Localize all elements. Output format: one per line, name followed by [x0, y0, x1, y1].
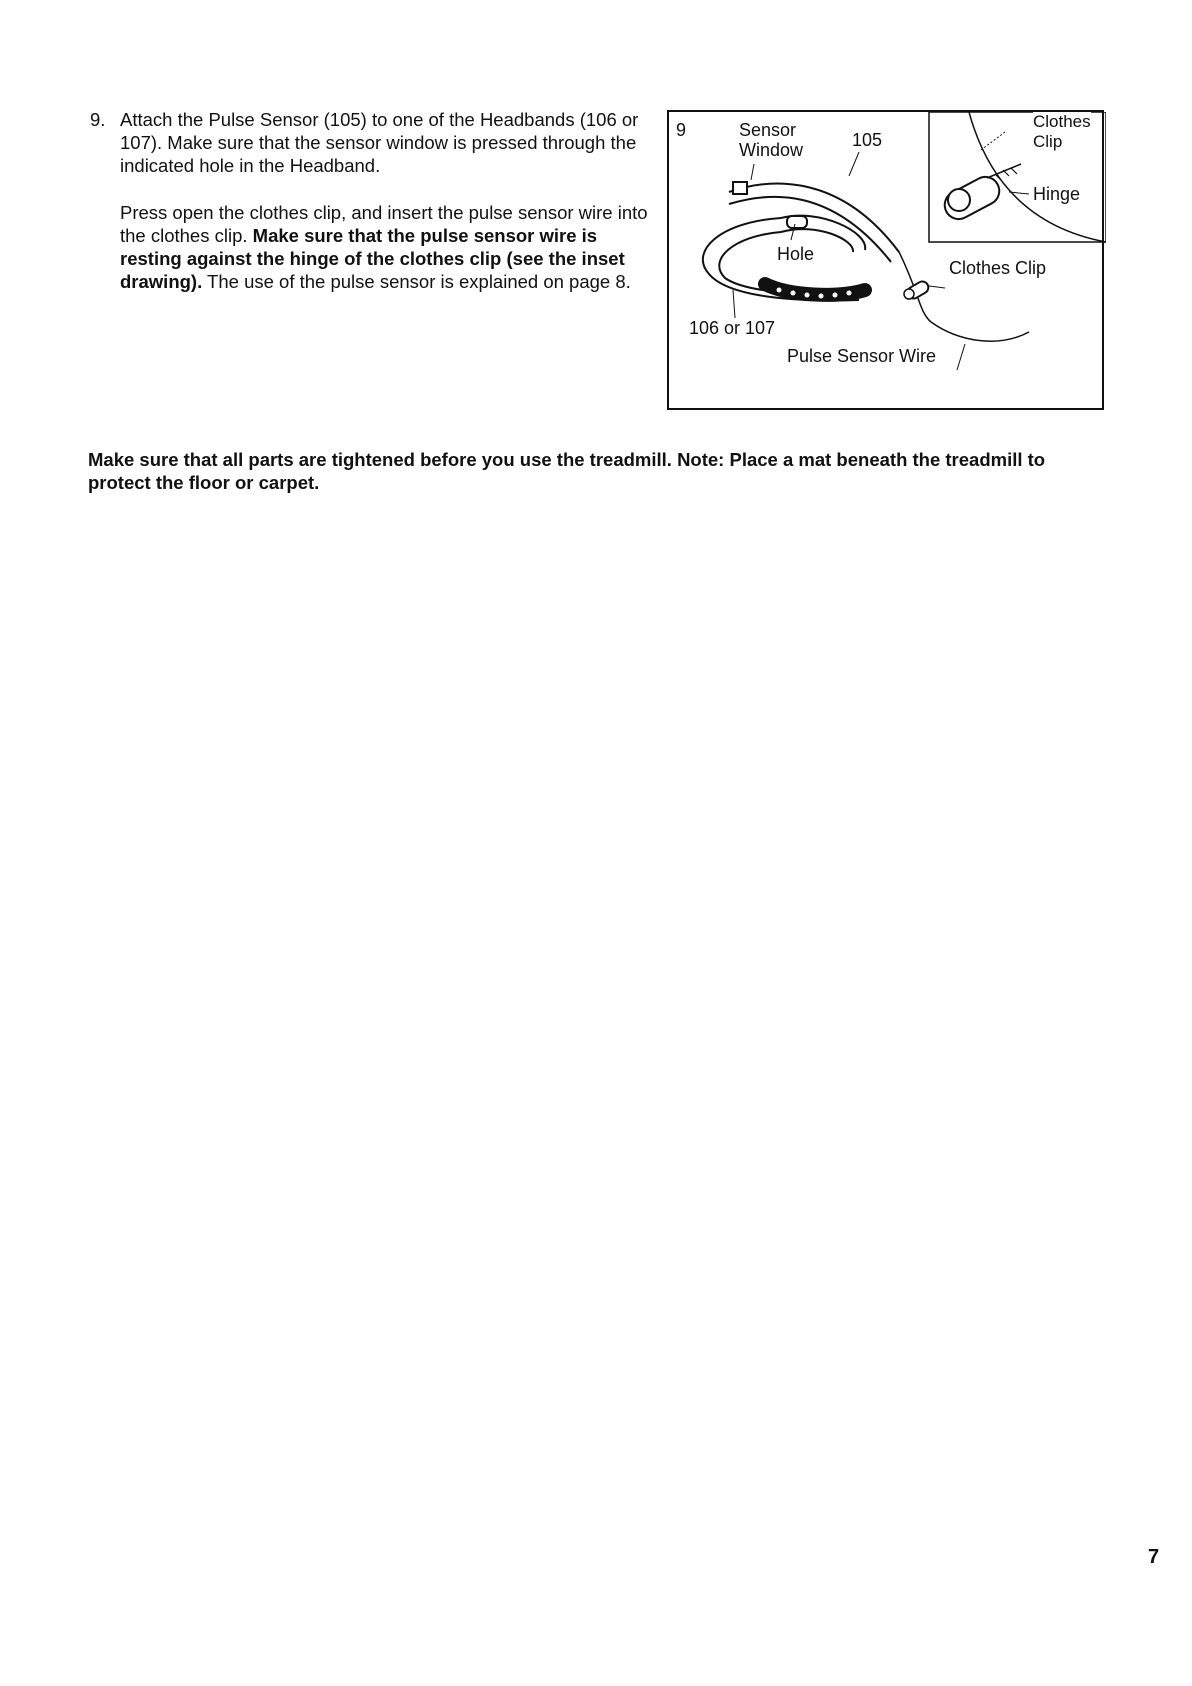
inset-clothes-clip-label: Clothes Clip: [1033, 112, 1091, 151]
clothes-clip-shape: [904, 279, 931, 300]
leader-106-107: [733, 290, 735, 318]
figure-number: 9: [676, 120, 687, 140]
step-paragraph-2-emphasis: Make sure that the pulse sensor wire is resting against the hinge of the clothes clip (see the inset drawing).: [120, 225, 625, 292]
inset-hinge-label: Hinge: [1033, 184, 1081, 204]
page-number: 7: [1148, 1546, 1160, 1568]
step-body: [120, 108, 650, 293]
inset-leader-clip: [981, 132, 1005, 150]
hole-label: Hole: [777, 244, 815, 264]
part-105-label: 105: [852, 130, 883, 150]
headband-hole-shape: [787, 216, 807, 228]
step-paragraph-2-outro: The use of the pulse sensor is explained on page 8.: [207, 271, 631, 292]
leader-pulse-sensor-wire: [957, 344, 965, 370]
leader-clothes-clip: [929, 286, 945, 288]
tightening-note: Make sure that all parts are tightened before you use the treadmill. Note: Place a mat beneath the treadmill to protect the floor or carpet.: [88, 449, 1046, 493]
step-paragraph-2-intro: Press open the clothes clip, and insert the pulse sensor wire into the clothes clip.: [120, 202, 648, 246]
clothes-clip-label: Clothes Clip: [949, 258, 1047, 278]
sensor-window-label: Sensor Window: [739, 120, 804, 160]
leader-105: [849, 152, 859, 176]
step-number: 9.: [90, 109, 106, 130]
step-paragraph-1: Attach the Pulse Sensor (105) to one of the Headbands (106 or 107). Make sure that the sensor window is pressed through the indicated hole in the Headband.: [120, 109, 639, 176]
step-paragraph-2: [120, 201, 650, 293]
inset-clip-shape: [940, 164, 1021, 224]
sensor-window-shape: [733, 182, 747, 194]
figure-9-pulse-sensor-illustration: [667, 110, 1104, 410]
leader-sensor-window: [751, 164, 754, 180]
pulse-sensor-wire-label: Pulse Sensor Wire: [787, 346, 937, 366]
headband-label: 106 or 107: [689, 318, 776, 338]
step-9: [90, 108, 650, 317]
